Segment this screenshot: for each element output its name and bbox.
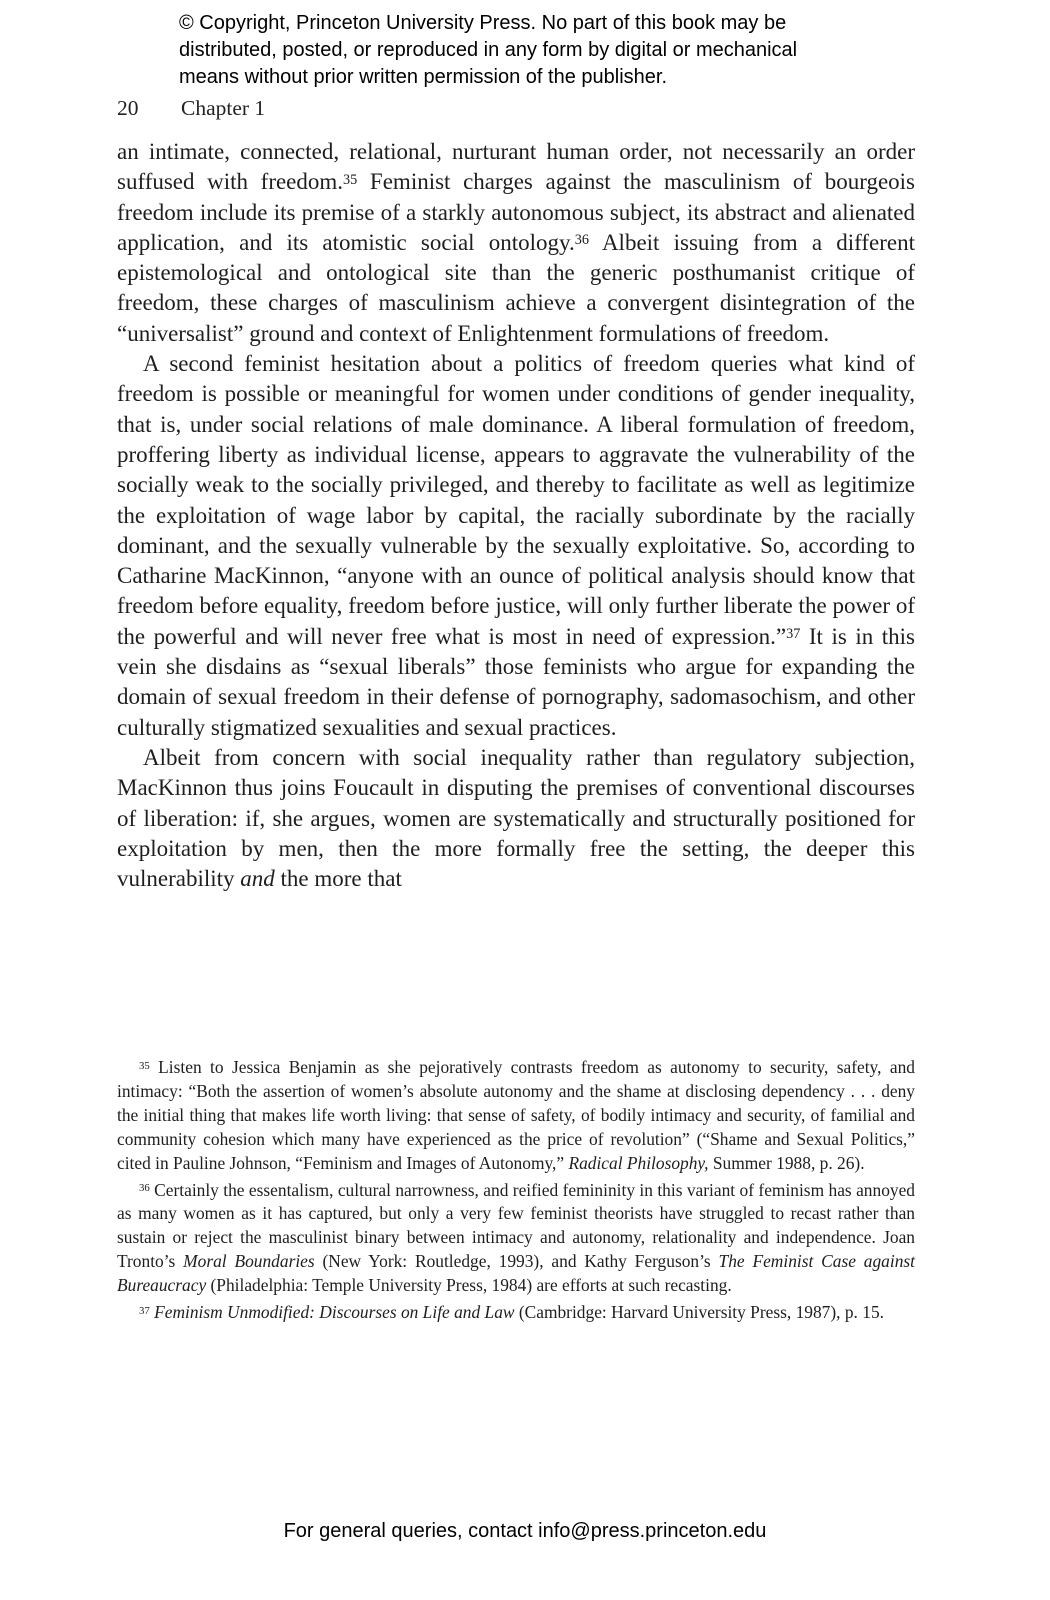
paragraph [117,743,915,894]
running-head [117,94,265,122]
paragraph-text: It is in this vein she disdains as “sexual liberals” those feminists who argue for expanding the domain of sexual freedom in their defense of pornography, sadomasochism, and other culturally stigmatized sexualities and sexual practices. [117,623,916,740]
copyright-line: © Copyright, Princeton University Press. No part of this book may be [179,12,787,34]
footnotes [117,1056,915,1325]
contact-footer: For general queries, contact info@press.princeton.edu [283,1520,767,1542]
footnote-text: (Cambridge: Harvard University Press, 1987), p. 15. [514,1302,884,1323]
footnote-number: 35 [139,1059,150,1072]
paragraph-text: an intimate, connected, relational, nurturant human order, not necessarily an order suffused with freedom. [117,139,915,195]
note-ref: 35 [343,171,358,188]
copyright-line: means without prior written permission of the publisher. [179,66,668,88]
footnote-title: Moral Boundaries [183,1251,315,1272]
paragraph [117,349,915,743]
footnote-title: Radical Philosophy, [568,1152,709,1173]
paragraph [117,137,915,349]
note-ref: 37 [786,626,801,643]
paragraph-text: the more that [274,866,402,892]
copyright-notice [179,10,939,91]
footnote-text: Listen to Jessica Benjamin as she pejoratively contrasts freedom as autonomy to security, safety, and intimacy: “Both the assertion of women’s absolute autonomy and the shame at disclosing dependency . . . deny the initial thing that makes life worth living: that sense of safety, of bodily intimacy and security, of familial and community cohesion which many have experienced as the price of revolution” (“Shame and Sexual Politics,” cited in Pauline Johnson, “Feminism and Images of Autonomy,” [117,1057,915,1173]
footnote-number: 37 [139,1304,150,1317]
note-ref: 36 [574,232,590,249]
footnote-36 [117,1179,915,1299]
footnote-title: Feminism Unmodified: Discourses on Life and Law [154,1302,515,1323]
copyright-line: distributed, posted, or reproduced in any form by digital or mechanical [179,39,798,61]
footnote-37 [117,1301,915,1325]
footnote-text: (New York: Routledge, 1993), and Kathy Ferguson’s [314,1251,719,1272]
footnote-title: The Feminist Case against Bureaucracy [117,1251,915,1296]
running-title: Chapter 1 [181,96,266,120]
paragraph-text: Albeit from concern with social inequality rather than regulatory subjection, MacKinnon thus joins Foucault in disputing the premises of conventional discourses of liberation: if, she argues, women are systematically and structurally positioned for exploitation by men, then the more formally free the setting, the deeper this vulnerability [117,744,915,892]
footnote-text: Summer 1988, p. 26). [708,1152,865,1173]
emphasis: and [240,866,275,892]
footnote-text: Certainly the essentalism, cultural narrowness, and reified femininity in this variant of feminism has annoyed as many women as it has captured, but only a very few feminist theorists have struggled to recast rather than sustain or reject the masculinist binary between intimacy and autonomy, relationality and independence. Joan Tronto’s [117,1179,915,1272]
footnote-text: (Philadelphia: Temple University Press, 1984) are efforts at such recasting. [206,1275,732,1296]
footnote-35 [117,1056,915,1176]
page-number: 20 [117,96,139,120]
main-text [117,137,915,894]
paragraph-text: Albeit issuing from a different epistemological and ontological site than the generic posthumanist critique of freedom, these charges of masculinism achieve a convergent disintegration of the “universalist” ground and context of Enlightenment formulations of freedom. [117,229,915,346]
paragraph-text: Feminist charges against the masculinism of bourgeois freedom include its premise of a starkly autonomous subject, its abstract and alienated application, and its atomistic social ontology. [117,169,915,255]
footnote-number: 36 [139,1182,150,1195]
paragraph-text: A second feminist hesitation about a politics of freedom queries what kind of freedom is possible or meaningful for women under conditions of gender inequality, that is, under social relations of male dominance. A liberal formulation of freedom, proffering liberty as individual license, appears to aggravate the vulnerability of the socially weak to the socially privileged, and thereby to facilitate as well as legitimize the exploitation of wage labor by capital, the racially subordinate by the racially dominant, and the sexually vulnerable by the sexually exploitative. So, according to Catharine MacKinnon, “anyone with an ounce of political analysis should know that freedom before equality, freedom before justice, will only further liberate the power of the powerful and will never free what is most in need of expression.” [117,351,915,649]
